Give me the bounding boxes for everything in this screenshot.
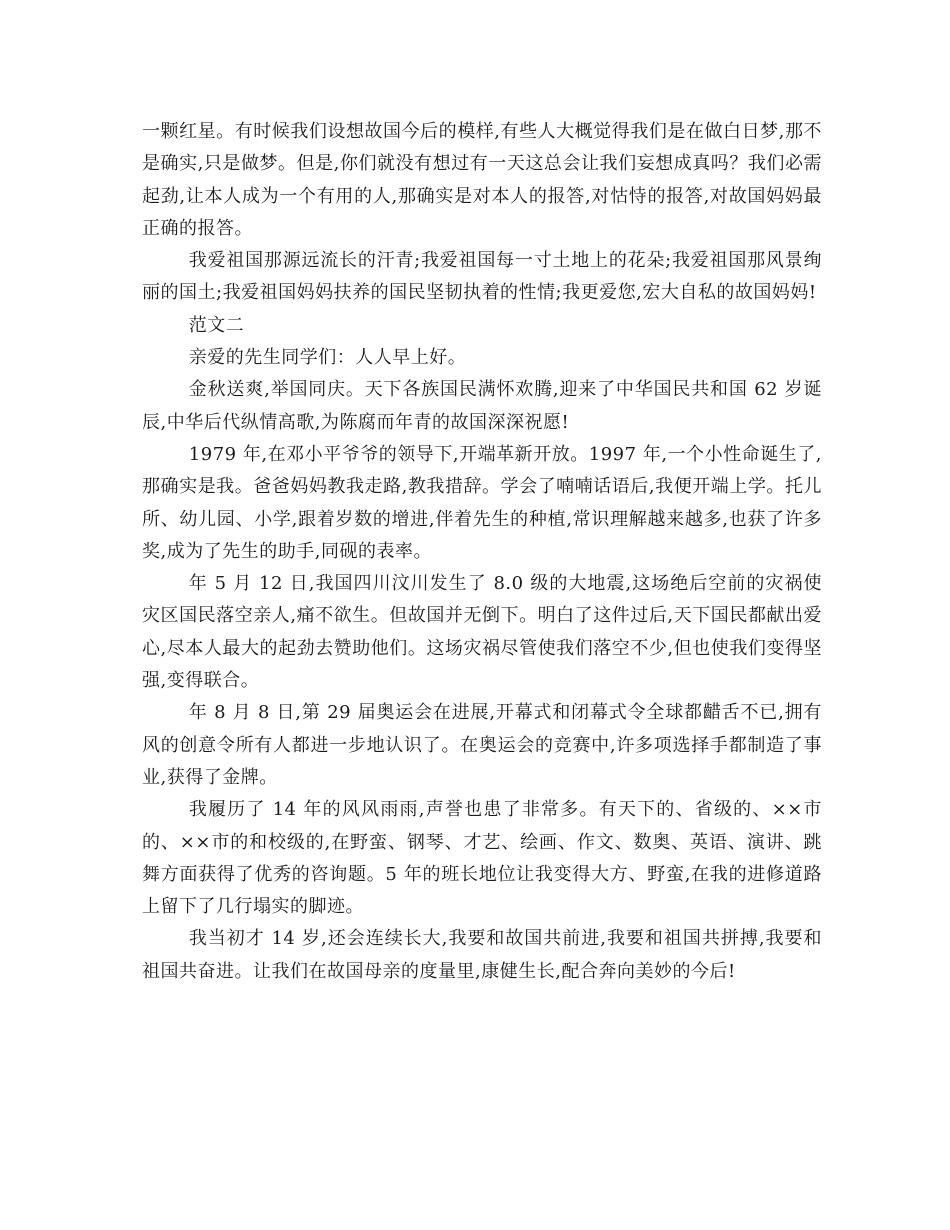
paragraph: 一颗红星。有时候我们设想故国今后的模样,有些人大概觉得我们是在做白日梦,那不是确实,只是做梦。但是,你们就没有想过有一天这总会让我们妄想成真吗？我们必需起劲,让本人成为一个有用的人,那确实是对本人的报答,对怙恃的报答,对故国妈妈最正确的报答。 [142,121,822,239]
paragraph: 年 5 月 12 日,我国四川汶川发生了 8.0 级的大地震,这场绝后空前的灾祸使灾区国民落空亲人,痛不欲生。但故国并无倒下。明白了这件过后,天下国民都献出爱心,尽本人最大的起劲去赞助他们。这场灾祸尽管使我们落空不少,但也使我们变得坚强,变得联合。 [142,573,822,692]
section-heading: 范文二 [188,314,245,336]
paragraph: 我爱祖国那源远流长的汗青;我爱祖国每一寸土地上的花朵;我爱祖国那风景绚丽的国土;我爱祖国妈妈扶养的国民坚韧执着的性情;我更爱您,宏大自私的故国妈妈! [142,250,822,304]
greeting-line: 亲爱的先生同学们：人人早上好。 [188,347,467,369]
paragraph: 我当初才 14 岁,还会连续长大,我要和故国共前进,我要和祖国共拼搏,我要和祖国共奋进。让我们在故国母亲的度量里,康健生长,配合奔向美妙的今后! [142,928,822,982]
document-body [142,116,822,988]
paragraph: 金秋送爽,举国同庆。天下各族国民满怀欢腾,迎来了中华国民共和国 62 岁诞辰,中华后代纵情高歌,为陈腐而年青的故国深深祝愿! [142,379,822,433]
paragraph: 我履历了 14 年的风风雨雨,声誉也患了非常多。有天下的、省级的、××市的、××市的和校级的,在野蛮、钢琴、才艺、绘画、作文、数奥、英语、演讲、跳舞方面获得了优秀的咨询题。5 年的班长地位让我变得大方、野蛮,在我的进修道路上留下了几行塌实的脚迹。 [142,799,822,918]
paragraph: 1979 年,在邓小平爷爷的领导下,开端革新开放。1997 年,一个小性命诞生了,那确实是我。爸爸妈妈教我走路,教我措辞。学会了喃喃话语后,我便开端上学。托儿所、幼儿园、小学,跟着岁数的增进,伴着先生的种植,常识理解越来越多,也获了许多奖,成为了先生的助手,同砚的表率。 [142,443,822,562]
paragraph: 年 8 月 8 日,第 29 届奥运会在进展,开幕式和闭幕式令全球都齰舌不已,拥有风的创意令所有人都进一步地认识了。在奥运会的竞赛中,许多项选择手都制造了事业,获得了金牌。 [142,702,822,788]
